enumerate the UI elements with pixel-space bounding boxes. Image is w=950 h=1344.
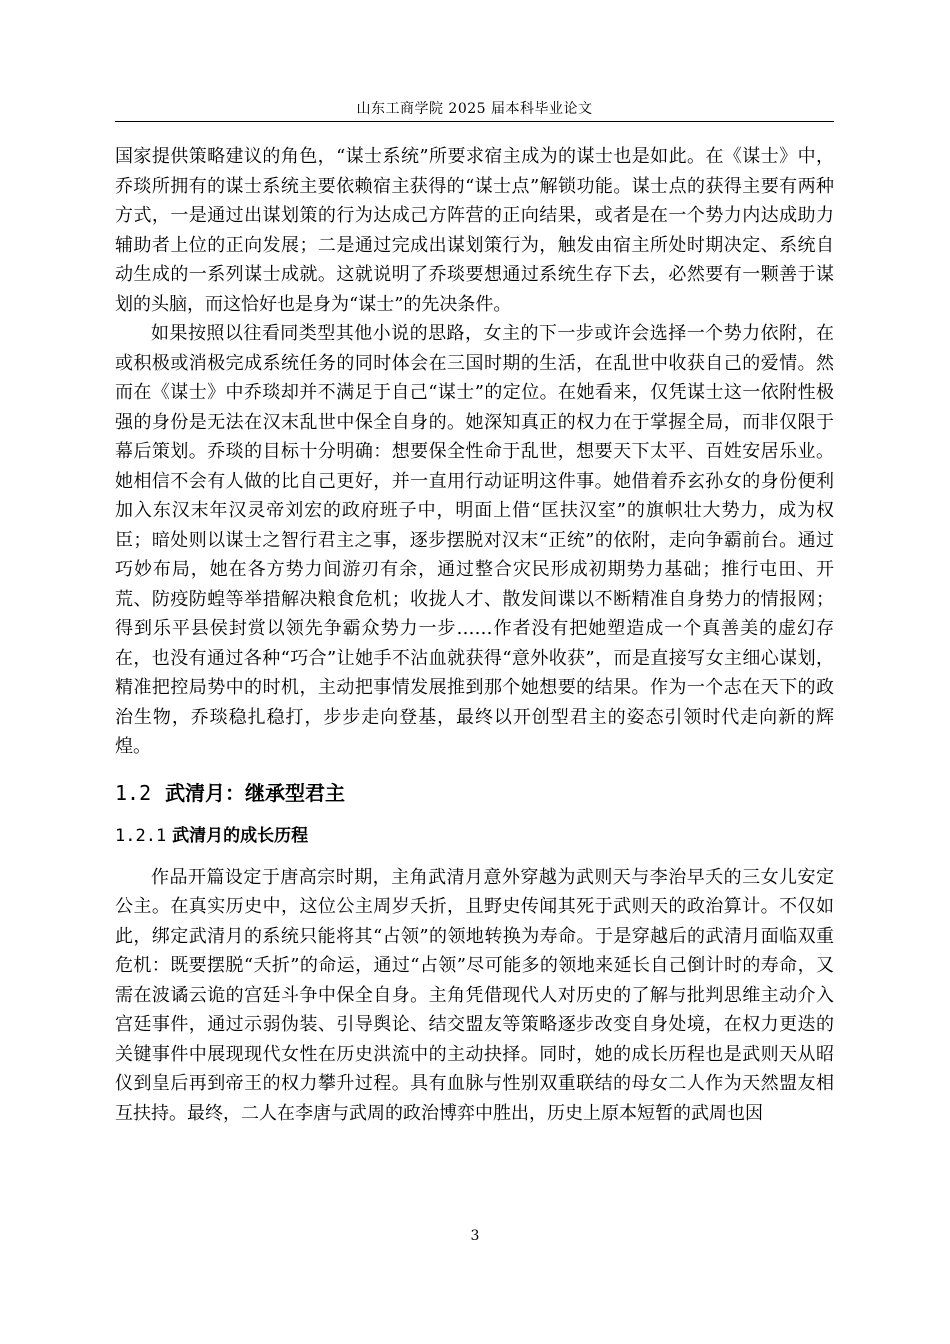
subsection-heading	[115, 821, 834, 851]
paragraph-continued: 国家提供策略建议的角色，“谋士系统”所要求宿主成为的谋士也是如此。在《谋士》中，乔琰所拥有的谋士系统主要依赖宿主获得的“谋士点”解锁功能。谋士点的获得主要有两种方式，一是通过出谋划策的行为达成己方阵营的正向结果，或者是在一个势力内达成助力辅助者上位的正向发展；二是通过完成出谋划策行为，触发由宿主所处时期决定、系统自动生成的一系列谋士成就。这就说明了乔琰要想通过系统生存下去，必然要有一颗善于谋划的头脑，而这恰好也是身为“谋士”的先决条件。	[115, 146, 834, 315]
header-divider	[115, 121, 834, 122]
page-number: 3	[470, 1228, 480, 1244]
section-heading	[115, 775, 834, 811]
running-header: 山东工商学院 2025 届本科毕业论文	[356, 101, 593, 117]
main-body	[115, 142, 834, 1128]
section-title: 武清月：继承型君主	[165, 780, 346, 805]
section-number: 1.2	[115, 780, 152, 805]
subsection-title: 武清月的成长历程	[172, 825, 309, 846]
paragraph-qiaoyan-path: 如果按照以往看同类型其他小说的思路，女主的下一步或许会选择一个势力依附，在或积极或消极完成系统任务的同时体会在三国时期的生活，在乱世中收获自己的爱情。然而在《谋士》中乔琰却并不满足于自己“谋士”的定位。在她看来，仅凭谋士这一依附性极强的身份是无法在汉末乱世中保全自身的。她深知真正的权力在于掌握全局，而非仅限于幕后策划。乔琰的目标十分明确：想要保全性命于乱世，想要天下太平、百姓安居乐业。她相信不会有人做的比自己更好，并一直用行动证明这件事。她借着乔玄孙女的身份便利加入东汉末年汉灵帝刘宏的政府班子中，明面上借“匡扶汉室”的旗帜壮大势力，成为权臣；暗处则以谋士之智行君主之事，逐步摆脱对汉末“正统”的依附，走向争霸前台。通过巧妙布局，她在各方势力间游刃有余，通过整合灾民形成初期势力基础；推行屯田、开荒、防疫防蝗等举措解决粮食危机；收拢人才、散发间谍以不断精准自身势力的情报网；得到乐平县侯封赏以领先争霸众势力一步……作者没有把她塑造成一个真善美的虚幻存在，也没有通过各种“巧合”让她手不沾血就获得“意外收获”，而是直接写女主细心谋划，精准把控局势中的时机，主动把事情发展推到那个她想要的结果。作为一个志在天下的政治生物，乔琰稳扎稳打，步步走向登基，最终以开创型君主的姿态引领时代走向新的辉煌。	[115, 323, 834, 757]
paragraph-wuqingyue-growth: 作品开篇设定于唐高宗时期，主角武清月意外穿越为武则天与李治早夭的三女儿安定公主。在真实历史中，这位公主周岁夭折，且野史传闻其死于武则天的政治算计。不仅如此，绑定武清月的系统只能将其“占领”的领地转换为寿命。于是穿越后的武清月面临双重危机：既要摆脱“夭折”的命运，通过“占领”尽可能多的领地来延长自己倒计时的寿命，又需在波谲云诡的宫廷斗争中保全自身。主角凭借现代人对历史的了解与批判思维主动介入宫廷事件，通过示弱伪装、引导舆论、结交盟友等策略逐步改变自身处境，在权力更迭的关键事件中展现现代女性在历史洪流中的主动抉择。同时，她的成长历程也是武则天从昭仪到皇后再到帝王的权力攀升过程。具有血脉与性别双重联结的母女二人作为天然盟友相互扶持。最终，二人在李唐与武周的政治博弈中胜出，历史上原本短暂的武周也因	[115, 866, 834, 1124]
subsection-number: 1.2.1	[115, 825, 167, 846]
